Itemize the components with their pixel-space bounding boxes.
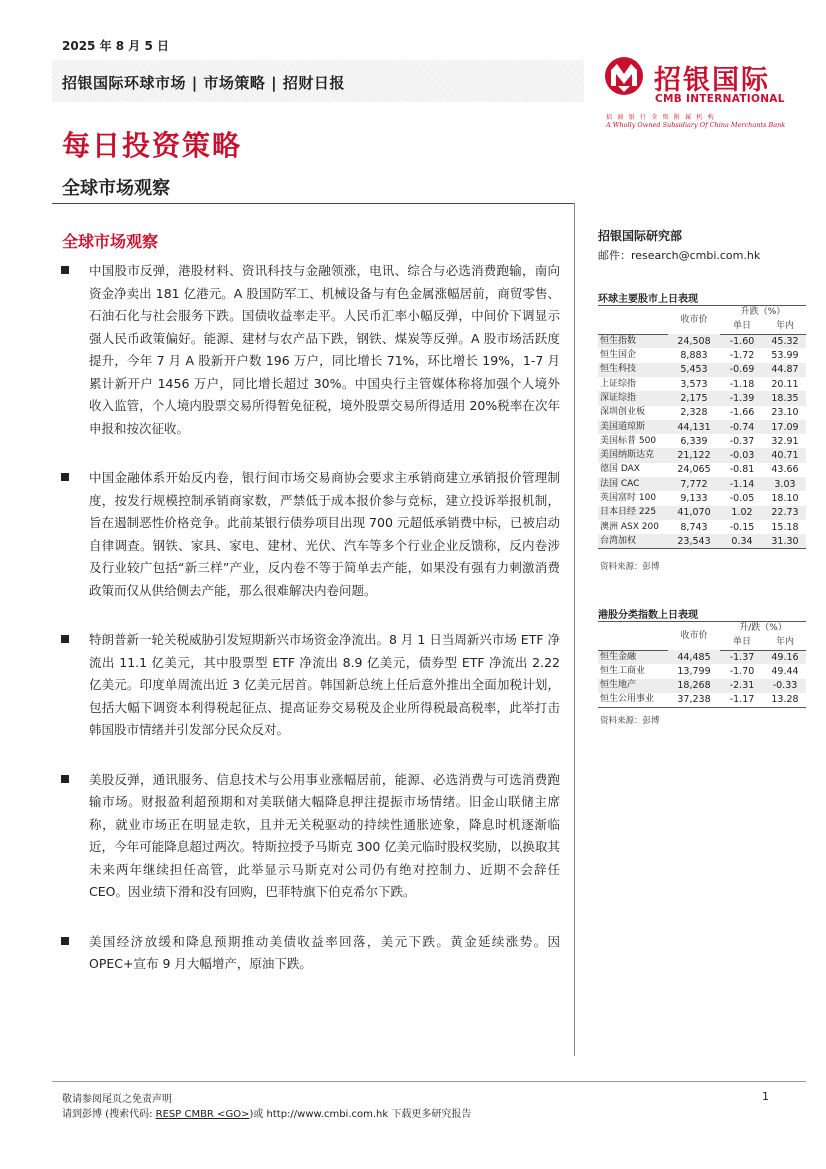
cell-price: 5,453 xyxy=(668,363,720,377)
col-header-price: 收市价 xyxy=(668,306,720,335)
col-header-change: 升跌（%） xyxy=(720,306,806,320)
cell-name: 日本日经 225 xyxy=(598,506,668,520)
bullet-square-icon xyxy=(61,635,69,643)
cell-ytd-change: 20.11 xyxy=(771,378,799,390)
title-divider xyxy=(52,203,574,204)
table-row xyxy=(598,664,806,678)
cell-day-change: -1.70 xyxy=(729,666,755,678)
cell-day-change: -0.37 xyxy=(729,435,755,447)
cell-ytd-change: 49.16 xyxy=(764,650,806,664)
cell-ytd-change: 23.10 xyxy=(771,407,799,419)
cell-ytd-change: 44.87 xyxy=(764,363,806,377)
header-band xyxy=(52,60,584,102)
table-row xyxy=(598,491,806,505)
table-row xyxy=(598,420,806,434)
hk-sector-table xyxy=(598,621,806,708)
cell-price: 44,485 xyxy=(668,650,720,664)
page-number: 1 xyxy=(762,1090,769,1103)
bullet-square-icon xyxy=(61,473,69,481)
cell-day-change: -1.37 xyxy=(720,650,764,664)
cell-name: 恒生国企 xyxy=(600,350,637,361)
cell-name: 法国 CAC xyxy=(598,477,668,491)
bullet-item xyxy=(60,467,560,602)
cell-day-change: -1.72 xyxy=(729,350,755,362)
column-divider xyxy=(574,203,575,1056)
table1-source: 资料来源：彭博 xyxy=(600,562,660,572)
table1-title: 环球主要股市上日表现 xyxy=(598,294,698,305)
cell-price: 23,543 xyxy=(668,534,720,548)
cell-ytd-change: 15.18 xyxy=(771,521,799,533)
cell-day-change: -0.74 xyxy=(720,420,764,434)
table-row xyxy=(598,534,806,548)
cell-name: 台湾加权 xyxy=(598,534,668,548)
table-row xyxy=(598,693,806,707)
cell-name: 深证综指 xyxy=(598,391,668,405)
cell-day-change: -2.31 xyxy=(720,679,764,693)
global-markets-table xyxy=(598,305,806,549)
report-date: 2025 年 8 月 5 日 xyxy=(62,39,169,53)
cell-day-change: -0.81 xyxy=(729,464,755,476)
table-row xyxy=(598,406,806,420)
footer-disclaimer[interactable]: 敬请参阅尾页之免责声明 xyxy=(62,1094,172,1105)
table-row xyxy=(598,520,806,534)
cell-price: 21,122 xyxy=(668,448,720,462)
cell-day-change: 1.02 xyxy=(720,506,764,520)
cell-name: 美国标普 500 xyxy=(600,435,657,446)
col-header-ytd: 年内 xyxy=(764,320,806,334)
cell-name: 恒生科技 xyxy=(598,363,668,377)
cell-ytd-change: 18.10 xyxy=(771,493,799,504)
cell-price: 6,339 xyxy=(680,435,708,447)
table-row xyxy=(598,391,806,405)
logo-subtitle-en: A Wholly Owned Subsidiary Of China Merchants Bank xyxy=(606,121,786,129)
cell-day-change: -1.18 xyxy=(729,378,755,390)
cell-name: 上证综指 xyxy=(600,378,637,389)
bullet-item xyxy=(60,260,560,440)
bullet-item xyxy=(60,629,560,742)
bullet-square-icon xyxy=(61,266,69,274)
cell-ytd-change: 53.99 xyxy=(771,350,799,362)
cmbi-logo xyxy=(604,56,804,136)
cell-day-change: -0.69 xyxy=(720,363,764,377)
table2-title: 港股分类指数上日表现 xyxy=(598,610,698,621)
table-row xyxy=(598,506,806,520)
cell-name: 澳洲 ASX 200 xyxy=(600,521,659,532)
cell-price: 44,131 xyxy=(668,420,720,434)
cell-name: 美国道琼斯 xyxy=(598,420,668,434)
bullet-text: 美股反弹，通讯服务、信息技术与公用事业涨幅居前，能源、必选消费与可选消费跑输市场。财报盈利超预期和对美联储大幅降息押注提振市场情绪。旧金山联储主席称，就业市场正在明显走软，且并无关税驱动的持续性通胀迹象，降息时机逐渐临近，今年可能降息超过两次。特斯拉授予马斯克 300 亿美元临时股权奖励，以换取其未来两年继续担任高管，此举显示马斯克对公司仍有绝对控制力、近期不会辞任 CEO。因业绩下滑和没有回购，巴菲特旗下伯克希尔下跌。 xyxy=(89,771,560,899)
cell-ytd-change: 13.28 xyxy=(764,693,806,707)
cell-day-change: -0.03 xyxy=(720,448,764,462)
cell-name: 恒生公用事业 xyxy=(598,693,668,707)
cell-day-change: -1.17 xyxy=(720,693,764,707)
cell-price: 37,238 xyxy=(668,693,720,707)
table-row xyxy=(598,348,806,362)
cell-price: 7,772 xyxy=(668,477,720,491)
cell-price: 13,799 xyxy=(677,666,711,678)
cell-name: 深圳创业板 xyxy=(600,407,646,418)
research-dept: 招银国际研究部 xyxy=(598,229,683,243)
footer-text-a: 请到彭博 (搜索代码: xyxy=(62,1109,156,1120)
col-header-day: 单日 xyxy=(720,320,764,334)
cell-day-change: -1.14 xyxy=(720,477,764,491)
cell-price: 9,133 xyxy=(680,493,708,504)
bullet-list xyxy=(60,260,560,976)
cell-ytd-change: 18.35 xyxy=(764,391,806,405)
table-row xyxy=(598,363,806,377)
table-row xyxy=(598,463,806,477)
bullet-item xyxy=(60,931,560,976)
bullet-square-icon xyxy=(61,775,69,783)
logo-name-en: CMB INTERNATIONAL xyxy=(655,93,785,105)
cell-ytd-change: 31.30 xyxy=(764,534,806,548)
col-header-price: 收市价 xyxy=(668,622,720,651)
cell-day-change: 0.34 xyxy=(720,534,764,548)
table2-source: 资料来源：彭博 xyxy=(600,716,660,726)
cell-name: 英国富时 100 xyxy=(600,493,657,503)
cell-price: 24,065 xyxy=(677,464,711,476)
section-heading: 全球市场观察 xyxy=(62,232,159,251)
logo-subtitle-cn: 招商银行全资附属机构 xyxy=(606,114,720,121)
cell-ytd-change: 45.32 xyxy=(764,334,806,348)
cell-price: 8,883 xyxy=(680,350,708,362)
cell-ytd-change: 3.03 xyxy=(764,477,806,491)
footer-download-note xyxy=(62,1105,471,1120)
cell-day-change: -0.15 xyxy=(729,521,755,533)
cell-day-change: -1.66 xyxy=(729,407,755,419)
bullet-square-icon xyxy=(61,937,69,945)
table-row xyxy=(598,477,806,491)
page-subtitle: 全球市场观察 xyxy=(62,178,170,199)
cell-name: 德国 DAX xyxy=(600,464,640,475)
col-header-change: 升/跌（%） xyxy=(720,622,806,636)
footer-divider xyxy=(52,1081,806,1082)
cell-name: 恒生地产 xyxy=(598,679,668,693)
bullet-text: 中国股市反弹，港股材料、资讯科技与金融领涨，电讯、综合与必选消费跑输，南向资金净卖出 181 亿港元。A 股国防军工、机械设备与有色金属涨幅居前，商贸零售、石油石化与社会服务下跌。国债收益率走平。人民币汇率小幅反弹，中间价下调显示强人民币政策偏好。能源、建材与农产品下跌，钢铁、煤炭等反弹。A 股市场活跃度提升，今年 7 月 A 股新开户数 196 万户，同比增长 71%，环比增长 19%，1-7 月累计新开户 1456 万户，同比增长超过 30%。中国央行主管媒体称将加强个人境外收入监管，个人境内股票交易所得暂免征税，境外股票交易所得适用 20%税率在次年申报和按次征收。 xyxy=(89,263,560,436)
table-row xyxy=(598,448,806,462)
cell-day-change: -1.60 xyxy=(720,334,764,348)
bullet-text: 美国经济放缓和降息预期推动美债收益率回落，美元下跌。黄金延续涨势。因 OPEC+宣布 9 月大幅增产，原油下跌。 xyxy=(89,933,560,971)
cell-ytd-change: 49.44 xyxy=(771,666,799,678)
cmbi-logo-mark-icon xyxy=(604,56,644,104)
cell-price: 18,268 xyxy=(668,679,720,693)
table-row xyxy=(598,334,806,348)
cell-day-change: -0.05 xyxy=(729,493,755,504)
table-row xyxy=(598,679,806,693)
col-header-day: 单日 xyxy=(720,636,764,650)
header-band-text: 招银国际环球市场 | 市场策略 | 招财日报 xyxy=(62,74,345,92)
logo-name-cn: 招银国际 xyxy=(654,65,770,96)
bullet-text: 中国金融体系开始反内卷，银行间市场交易商协会要求主承销商建立承销报价管理制度，按发行规模控制承销商家数，严禁低于成本报价参与竞标，建立投诉举报机制，旨在遏制恶性价格竞争。此前某银行债券项目出现 700 元超低承销费中标，已被启动自律调查。钢铁、家具、家电、建材、光伏、汽车等多个行业企业反馈称，反内卷涉及行业较广包括“新三样”产业，反内卷不等于简单去产能，如果没有强有力刺激消费政策而仅从供给侧去产能，那么很难解决内卷问题。 xyxy=(89,470,560,598)
cell-day-change: -1.39 xyxy=(720,391,764,405)
bloomberg-code-link[interactable]: RESP CMBR <GO> xyxy=(155,1109,250,1120)
research-email[interactable]: 邮件：research@cmbi.com.hk xyxy=(598,249,761,262)
bullet-item xyxy=(60,769,560,904)
cell-ytd-change: 17.09 xyxy=(764,420,806,434)
cell-ytd-change: 40.71 xyxy=(764,448,806,462)
cell-price: 2,328 xyxy=(680,407,708,419)
cell-ytd-change: 32.91 xyxy=(771,435,799,447)
footer-text-b: )或 http://www.cmbi.com.hk 下载更多研究报告 xyxy=(249,1109,472,1120)
table-row xyxy=(598,434,806,448)
col-header-ytd: 年内 xyxy=(764,636,806,650)
cell-price: 3,573 xyxy=(680,378,708,390)
cell-ytd-change: 43.66 xyxy=(771,464,799,476)
cell-name: 美国纳斯达克 xyxy=(598,448,668,462)
cell-price: 8,743 xyxy=(680,521,708,533)
cell-name: 恒生工商业 xyxy=(600,666,646,677)
table-row xyxy=(598,650,806,664)
cell-price: 2,175 xyxy=(668,391,720,405)
cell-name: 恒生金融 xyxy=(598,650,668,664)
cell-name: 恒生指数 xyxy=(598,334,668,348)
cell-price: 41,070 xyxy=(668,506,720,520)
bullet-text: 特朗普新一轮关税威胁引发短期新兴市场资金净流出。8 月 1 日当周新兴市场 ETF 净流出 11.1 亿美元，其中股票型 ETF 净流出 8.9 亿美元，债券型 ETF 净流出 2.22 亿美元。印度单周流出近 3 亿美元居首。韩国新总统上任后意外推出全面加税计划，包括大幅下调资本利得税起征点、提高证券交易税及企业所得税最高税率，此举打击韩国股市情绪并引发部分民众反对。 xyxy=(89,632,560,737)
cell-ytd-change: -0.33 xyxy=(764,679,806,693)
page-title: 每日投资策略 xyxy=(62,129,243,162)
cell-price: 24,508 xyxy=(668,334,720,348)
table-row xyxy=(598,377,806,391)
cell-ytd-change: 22.73 xyxy=(764,506,806,520)
